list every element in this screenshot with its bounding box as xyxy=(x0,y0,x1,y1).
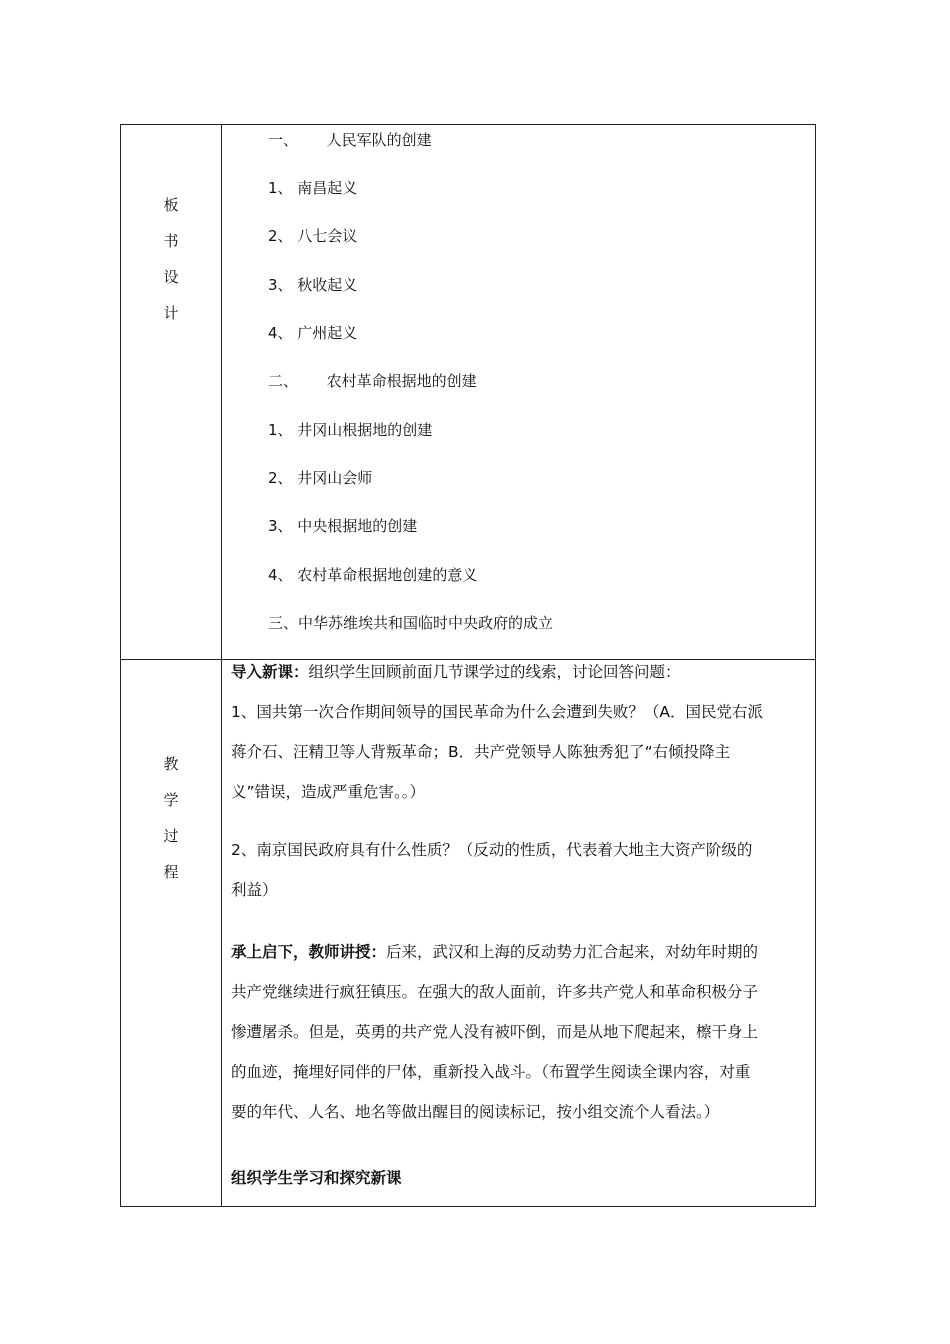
board-line: 3、 秋收起义 xyxy=(268,276,358,294)
transition-line: 惨遭屠杀。但是，英勇的共产党人没有被吓倒，而是从地下爬起来，檫干身上 xyxy=(231,1023,759,1041)
board-line: 三、中华苏维埃共和国临时中央政府的成立 xyxy=(268,614,554,632)
teaching-process-label-cell xyxy=(121,660,222,1207)
q1-line: 义”错误，造成严重危害。。） xyxy=(231,783,426,801)
teaching-process-label xyxy=(121,746,221,890)
transition-line: 的血迹，掩埋好同伴的尸体，重新投入战斗。（布置学生阅读全课内容，对重 xyxy=(231,1063,751,1081)
board-design-label-cell xyxy=(121,125,222,660)
label-char: 设 xyxy=(163,268,179,286)
transition-line: 要的年代、人名、地名等做出醒目的阅读标记，按小组交流个人看法。） xyxy=(231,1103,720,1121)
board-design-row xyxy=(121,125,816,660)
lesson-plan-table xyxy=(120,124,816,1207)
q1-line: 1、国共第一次合作期间领导的国民革命为什么会遭到失败？（A．国民党右派 xyxy=(231,703,763,721)
board-line: 3、 中央根据地的创建 xyxy=(268,517,418,535)
intro-line xyxy=(231,652,811,692)
intro-block xyxy=(231,652,811,812)
intro-text: 组织学生回顾前面几节课学过的线索，讨论回答问题： xyxy=(308,663,681,681)
q2-line: 2、南京国民政府具有什么性质？（反动的性质，代表着大地主大资产阶级的 xyxy=(231,841,753,859)
intro-title: 导入新课： xyxy=(231,663,309,681)
board-line: 一、 人民军队的创建 xyxy=(268,131,432,149)
label-char: 计 xyxy=(163,304,179,322)
transition-title: 承上启下，教师讲授： xyxy=(231,943,387,961)
transition-block xyxy=(231,932,811,1132)
final-heading-block xyxy=(231,1158,811,1198)
board-line: 1、 南昌起义 xyxy=(268,179,358,197)
transition-text: 后来，武汉和上海的反动势力汇合起来，对幼年时期的 xyxy=(386,943,759,961)
final-heading: 组织学生学习和探究新课 xyxy=(231,1169,402,1187)
board-design-label xyxy=(121,187,221,331)
label-char: 学 xyxy=(163,791,179,809)
teaching-process-row xyxy=(121,660,816,1207)
board-line: 二、 农村革命根据地的创建 xyxy=(268,372,477,390)
q2-line: 利益） xyxy=(231,881,278,899)
label-char: 书 xyxy=(163,232,179,250)
board-line: 2、 八七会议 xyxy=(268,227,358,245)
q2-block xyxy=(231,830,811,910)
transition-line: 共产党继续进行疯狂镇压。在强大的敌人面前，许多共产党人和革命积极分子 xyxy=(231,983,759,1001)
q1-line: 蒋介石、汪精卫等人背叛革命；B．共产党领导人陈独秀犯了“右倾投降主 xyxy=(231,743,731,761)
label-char: 过 xyxy=(163,827,179,845)
board-line: 1、 井冈山根据地的创建 xyxy=(268,421,433,439)
label-char: 程 xyxy=(163,863,179,881)
label-char: 教 xyxy=(163,755,179,773)
board-line: 4、 广州起义 xyxy=(268,324,358,342)
transition-line xyxy=(231,932,811,972)
label-char: 板 xyxy=(163,196,179,214)
board-line: 4、 农村革命根据地创建的意义 xyxy=(268,566,478,584)
board-line: 2、 井冈山会师 xyxy=(268,469,373,487)
teaching-process-content xyxy=(222,660,816,1207)
board-design-content xyxy=(222,125,816,660)
